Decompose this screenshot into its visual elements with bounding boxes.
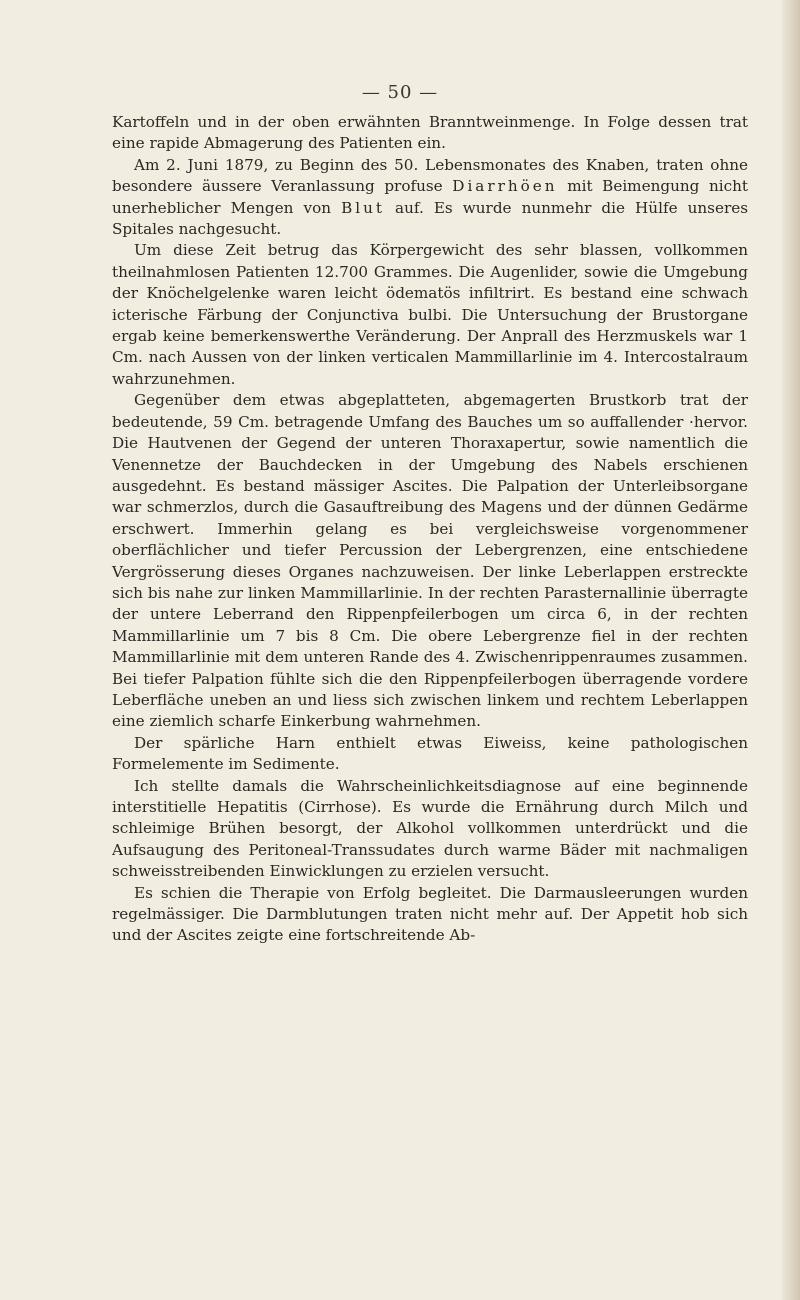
paragraph (112, 390, 748, 733)
text-run: Am 2. Juni 1879, zu Beginn des 50. Lebensmonates des Knaben, traten ohne besondere äussere Veranlassung profuse (112, 155, 748, 196)
paragraph (112, 733, 748, 776)
paragraph (112, 112, 748, 155)
emphasized-text: Blut (341, 198, 385, 217)
text-run: Um diese Zeit betrug das Körpergewicht des sehr blassen, vollkommen theilnahmlosen Patienten 12.700 Grammes. Die Augenlider, sowie die Umgebung der Knöchelgelenke waren leicht ödematös infiltrirt. Es bestand eine schwach icterische Färbung der Conjunctiva bulbi. Die Untersuchung der Brustorgane ergab keine bemerkenswerthe Veränderung. Der Anprall des Herzmuskels war 1 Cm. nach Aussen von der linken verticalen Mammillarlinie im 4. Intercostalraum wahrzunehmen. (112, 241, 748, 388)
paragraph (112, 155, 748, 241)
paragraph (112, 776, 748, 883)
text-run: auf. Es wurde nunmehr die Hülfe unseres Spitales nachgesucht. (112, 198, 748, 239)
paragraph (112, 883, 748, 947)
text-run: Ich stellte damals die Wahrscheinlichkeitsdiagnose auf eine beginnende interstitielle Hepatitis (Cirrhose). Es wurde die Ernährung durch Milch und schleimige Brühen besorgt, der Alkohol vollkommen unterdrückt und die Aufsaugung des Peritoneal-Transsudates durch warme Bäder mit nachmaligen schweisstreibenden Einwicklungen zu erzielen versucht. (112, 776, 748, 881)
page-edge-shadow (782, 0, 800, 1300)
text-run: Kartoffeln und in der oben erwähnten Branntweinmenge. In Folge dessen trat eine rapide Abmagerung des Patienten ein. (112, 113, 748, 153)
text-run: Gegenüber dem etwas abgeplatteten, abgemagerten Brustkorb trat der bedeutende, 59 Cm. betragende Umfang des Bauches um so auffallender ·hervor. Die Hautvenen der Gegend der unteren Thoraxapertur, sowie namentlich die Venennetze der Bauchdecken in der Umgebung des Nabels erschienen ausgedehnt. Es bestand mässiger Ascites. Die Palpation der Unterleibsorgane war schmerzlos, durch die Gasauftreibung des Magens und der dünnen Gedärme erschwert. Immerhin gelang es bei vergleichsweise vorgenommener oberflächlicher und tiefer Percussion der Lebergrenzen, eine entschiedene Vergrösserung dieses Organes nachzuweisen. Der linke Leberlappen erstreckte sich bis nahe zur linken Mammillarlinie. In der rechten Parasternallinie überragte der untere Leberrand den Rippenpfeilerbogen um circa 6, in der rechten Mammillarlinie um 7 bis 8 Cm. Die obere Lebergrenze fiel in der rechten Mammillarlinie mit dem unteren Rande des 4. Zwischenrippenraumes zusammen. Bei tiefer Palpation fühlte sich die den Rippenpfeilerbogen überragende vordere Leberfläche uneben an und liess sich zwischen linkem und rechtem Leberlappen eine ziemlich scharfe Einkerbung wahrnehmen. (112, 391, 748, 731)
text-run: Der spärliche Harn enthielt etwas Eiweiss, keine pathologischen Formelemente im Sedimente. (112, 733, 748, 774)
paragraph (112, 240, 748, 390)
text-run: Es schien die Therapie von Erfolg begleitet. Die Darmausleerungen wurden regelmässiger. Die Darmblutungen traten nicht mehr auf. Der Appetit hob sich und der Ascites zeigte eine fortschreitende Ab- (112, 883, 748, 945)
text-body (112, 112, 748, 947)
emphasized-text: Diarrhöen (452, 177, 558, 196)
page-number: — 50 — (361, 82, 439, 103)
text-run: mit Beimengung nicht unerheblicher Mengen von (112, 177, 748, 217)
